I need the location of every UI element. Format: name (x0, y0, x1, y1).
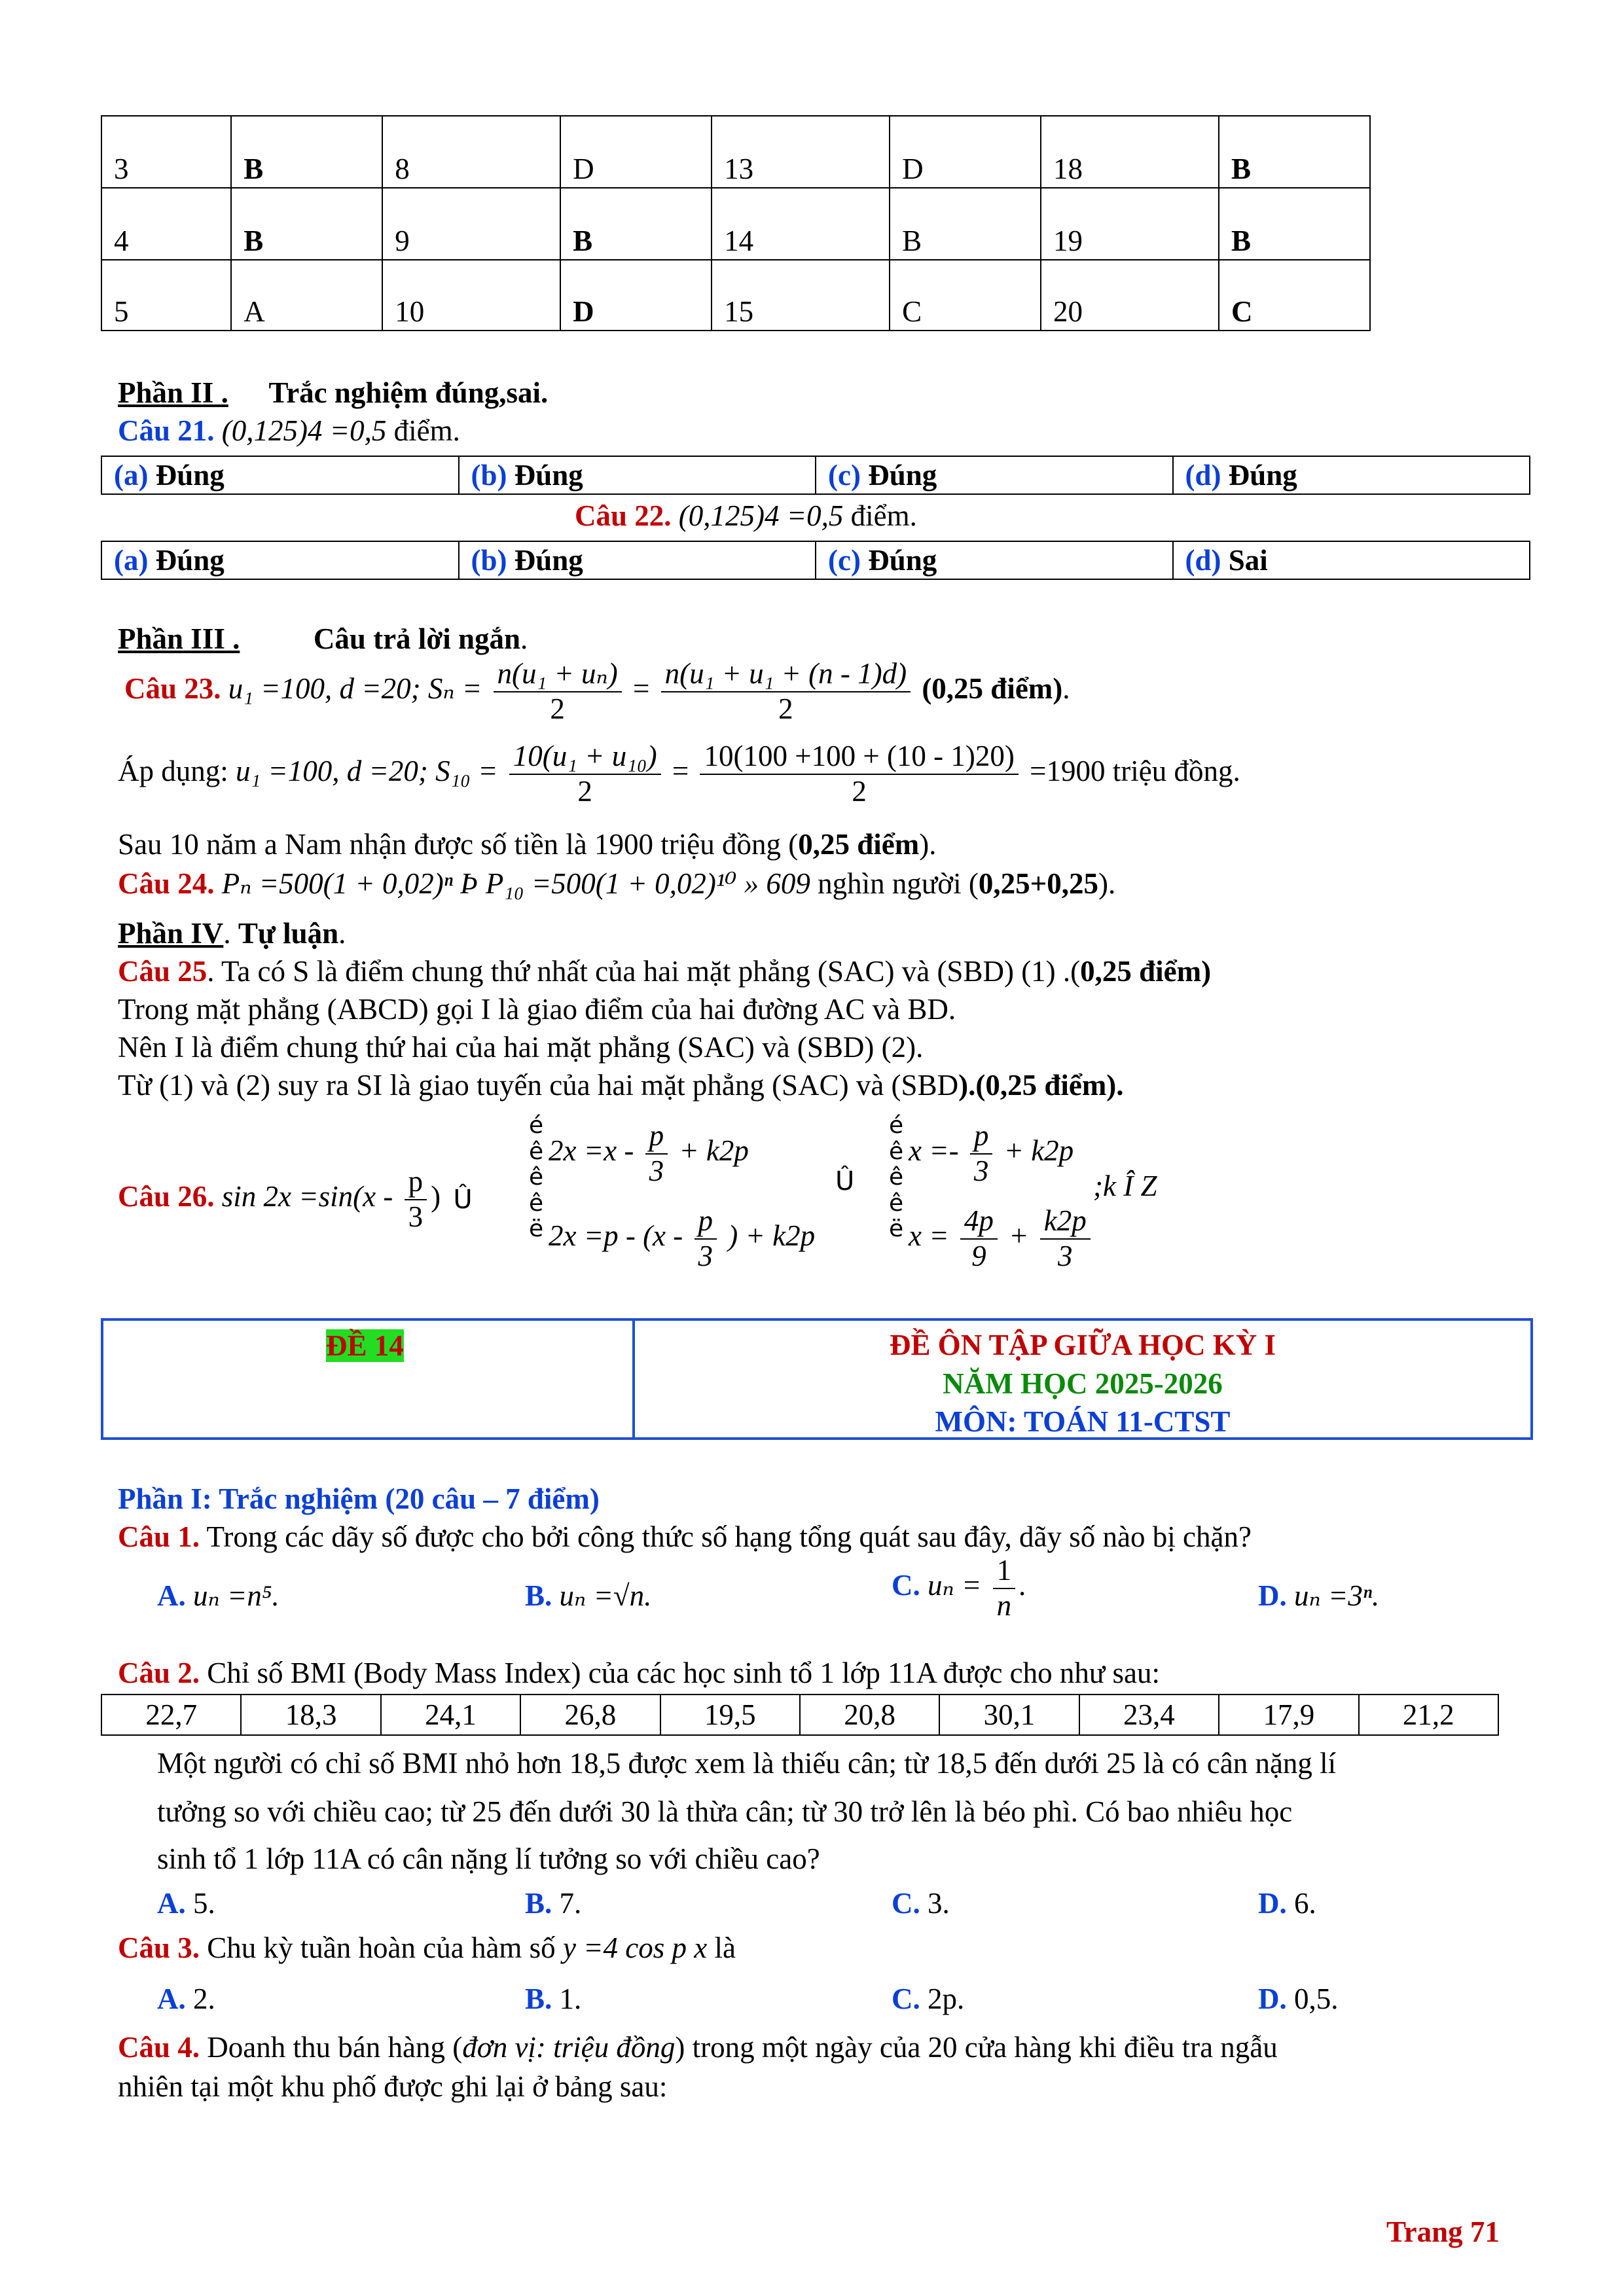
cell: 20 (1041, 260, 1219, 331)
q25-line4: Từ (1) và (2) suy ra SI là giao tuyến của hai mặt phẳng (SAC) và (SBD).(0,25 điểm). (118, 1069, 1124, 1102)
table-row (101, 188, 1370, 260)
bmi-cell: 22,7 (101, 1695, 241, 1735)
cell: C (1219, 260, 1370, 331)
bmi-cell: 23,4 (1079, 1695, 1219, 1735)
q23-frac4: $\frac{10(100 +100 + (10 - 1)20)}{2}$ (700, 740, 1018, 809)
q26-lhs: sin 2x =sin(x - (221, 1180, 393, 1213)
q21-formula: (0,125)4 =0,5 (221, 414, 387, 447)
q25-line3: Nên I là điểm chung thứ hai của hai mặt phẳng (SAC) và (SBD) (2). (118, 1031, 924, 1064)
part3-title: Câu trả lời ngắn (313, 622, 521, 655)
bmi-cell: 30,1 (939, 1695, 1079, 1735)
table-row (101, 116, 1370, 188)
bmi-table (101, 1694, 1499, 1736)
bmi-cell: 17,9 (1219, 1695, 1358, 1735)
cell: 5 (101, 260, 231, 331)
cell: A (231, 260, 382, 331)
q23-frac1: $\frac{\text{n(u₁ + uₙ)}}{2}$ (494, 657, 622, 726)
part3-heading: Phần III . Câu trả lời ngắn. (118, 622, 528, 655)
bmi-cell: 19,5 (660, 1695, 800, 1735)
exam-title: ĐỀ ÔN TẬP GIỮA HỌC KỲ I NĂM HỌC 2025-2026 MÔN: TOÁN 11-CTST (889, 1329, 1276, 1438)
q22-formula: (0,125)4 =0,5 (678, 499, 844, 532)
q24-label: Câu 24. (118, 867, 215, 900)
part1-heading: Phần I: Trắc nghiệm (20 câu – 7 điểm) (118, 1482, 600, 1515)
q24-line: Câu 24. Pₙ =500(1 + 0,02)ⁿ Þ P₁₀ =500(1 + 0,02)¹⁰ » 609 nghìn người (0,25+0,25). (118, 867, 1116, 900)
part2-title: Trắc nghiệm đúng,sai. (268, 376, 549, 409)
q24-formula: Pₙ =500(1 + 0,02)ⁿ Þ P₁₀ =500(1 + 0,02)¹⁰ » 609 (221, 867, 810, 900)
q26-label: Câu 26. (118, 1180, 215, 1213)
q21-cell-d: (d) Đúng (1173, 456, 1530, 494)
q22-unit: điểm. (850, 499, 917, 532)
q23-result: =1900 triệu đồng. (1030, 755, 1240, 788)
part4-heading: Phần IV. Tự luận. (118, 917, 346, 950)
q21-cell-c: (c) Đúng (816, 456, 1173, 494)
bmi-cell: 21,2 (1359, 1695, 1498, 1735)
exam-header (101, 1318, 1533, 1440)
cell: 4 (101, 188, 231, 260)
cell: 15 (712, 260, 890, 331)
cell: 18 (1041, 116, 1219, 188)
bracket-glyph: é ê ê ê ë (889, 1112, 904, 1243)
q25-label: Câu 25 (118, 955, 208, 988)
cell: 10 (382, 260, 560, 331)
q2-para1: Một người có chỉ số BMI nhỏ hơn 18,5 được xem là thiếu cân; từ 18,5 đến dưới 25 là có cân nặng lí (157, 1747, 1337, 1780)
bmi-cell: 20,8 (800, 1695, 939, 1735)
q22-cell-b: (b) Đúng (459, 541, 816, 579)
q23-frac2: $\frac{\text{n(u₁ + u₁ + (n - 1)d)}}{2}$ (661, 657, 911, 726)
q3-line: Câu 3. Chu kỳ tuần hoàn của hàm số y =4 cos p x là (118, 1931, 736, 1964)
q25-line1: Câu 25. Ta có S là điểm chung thứ nhất của hai mặt phẳng (SAC) và (SBD) (1) .(0,25 điểm) (118, 955, 1212, 988)
cell: 13 (712, 116, 890, 188)
q23-apply-lhs: u₁ =100, d =20; S₁₀ = (236, 755, 498, 788)
cell: B (231, 116, 382, 188)
q1-line: Câu 1. Trong các dãy số được cho bởi công thức số hạng tổng quát sau đây, dãy số nào bị chặn? (118, 1520, 1252, 1553)
q23-score: (0,25 điểm) (922, 672, 1063, 706)
q23-line2: Áp dụng: u₁ =100, d =20; S₁₀ = $\frac{\text{10(u₁ + u₁₀)}}{2}$ = $\frac{10(100 +100 + (10 - 1)20)}{2}$ =1900 triệu đồng. (118, 740, 1240, 808)
q23-label: Câu 23. (124, 672, 221, 706)
cell: 3 (101, 116, 231, 188)
q4-line2: nhiên tại một khu phố được ghi lại ở bảng sau: (118, 2070, 668, 2103)
q23-apply-prefix: Áp dụng: (118, 755, 228, 788)
q21-table (101, 456, 1530, 495)
part2-label: Phần II . (118, 376, 228, 409)
cell: B (560, 188, 712, 260)
cell: B (1219, 188, 1370, 260)
q23-conclusion: Sau 10 năm a Nam nhận được số tiền là 1900 triệu đồng (0,25 điểm). (118, 828, 937, 861)
q22-cell-c: (c) Đúng (816, 541, 1173, 579)
q4-line: Câu 4. Doanh thu bán hàng (đơn vị: triệu đồng) trong một ngày của 20 cửa hàng khi điều tra ngẫu (118, 2031, 1278, 2064)
exam-code: ĐỀ 14 (326, 1329, 404, 1362)
answer-table (101, 115, 1371, 331)
bracket-glyph: é ê ê ê ë (529, 1112, 544, 1243)
q22-table (101, 541, 1530, 580)
cell: 19 (1041, 188, 1219, 260)
iff-symbol: Û (453, 1184, 473, 1215)
q2-para3: sinh tổ 1 lớp 11A có cân nặng lí tưởng so với chiều cao? (157, 1842, 820, 1875)
q2-line: Câu 2. Chỉ số BMI (Body Mass Index) của các học sinh tổ 1 lớp 11A được cho như sau: (118, 1657, 1161, 1689)
cell: D (560, 260, 712, 331)
q21-unit: điểm. (393, 414, 460, 447)
q26-tail: ;k Î Z (1093, 1170, 1157, 1202)
q22-cell-d: (d) Sai (1173, 541, 1530, 579)
cell: B (231, 188, 382, 260)
cell: D (890, 116, 1041, 188)
q21-cell-a: (a) Đúng (101, 456, 459, 494)
q22-label: Câu 22. (575, 499, 672, 532)
q21-label: Câu 21. (118, 414, 215, 447)
cell: C (890, 260, 1041, 331)
q22-line (575, 497, 917, 534)
cell: D (560, 116, 712, 188)
table-row (101, 260, 1370, 331)
q23-frac3: $\frac{\text{10(u₁ + u₁₀)}}{2}$ (509, 740, 661, 809)
q25-line2: Trong mặt phẳng (ABCD) gọi I là giao điểm của hai đường AC và BD. (118, 993, 956, 1026)
cell: 14 (712, 188, 890, 260)
q26-pi-frac: $\frac{p}{3}$ (405, 1165, 427, 1234)
bmi-cell: 24,1 (381, 1695, 520, 1735)
cell: B (1219, 116, 1370, 188)
cell: 8 (382, 116, 560, 188)
q21-cell-b: (b) Đúng (459, 456, 816, 494)
part3-label: Phần III . (118, 622, 240, 655)
part2-heading (118, 374, 548, 411)
part4-label: Phần IV (118, 917, 224, 950)
q23-line1: Câu 23. u₁ =100, d =20; Sₙ = $\frac{\text{n(u₁ + uₙ)}}{2}$ = $\frac{\text{n(u₁ + u₁ + (n - 1)d)}}{2}$ (0,25 điểm). (124, 657, 1070, 725)
cell: B (890, 188, 1041, 260)
q21-line (118, 412, 460, 449)
page-number: Trang 71 (1386, 2215, 1500, 2248)
q2-para2: tưởng so với chiều cao; từ 25 đến dưới 30 là thừa cân; từ 30 trở lên là béo phì. Có bao nhiêu học (157, 1795, 1293, 1828)
cell: 9 (382, 188, 560, 260)
iff-symbol: Û (835, 1166, 855, 1196)
q23-lhs: u₁ =100, d =20; Sₙ = (228, 672, 482, 706)
part4-title: Tự luận (238, 917, 339, 950)
q22-cell-a: (a) Đúng (101, 541, 459, 579)
bmi-cell: 18,3 (241, 1695, 380, 1735)
bmi-cell: 26,8 (520, 1695, 660, 1735)
